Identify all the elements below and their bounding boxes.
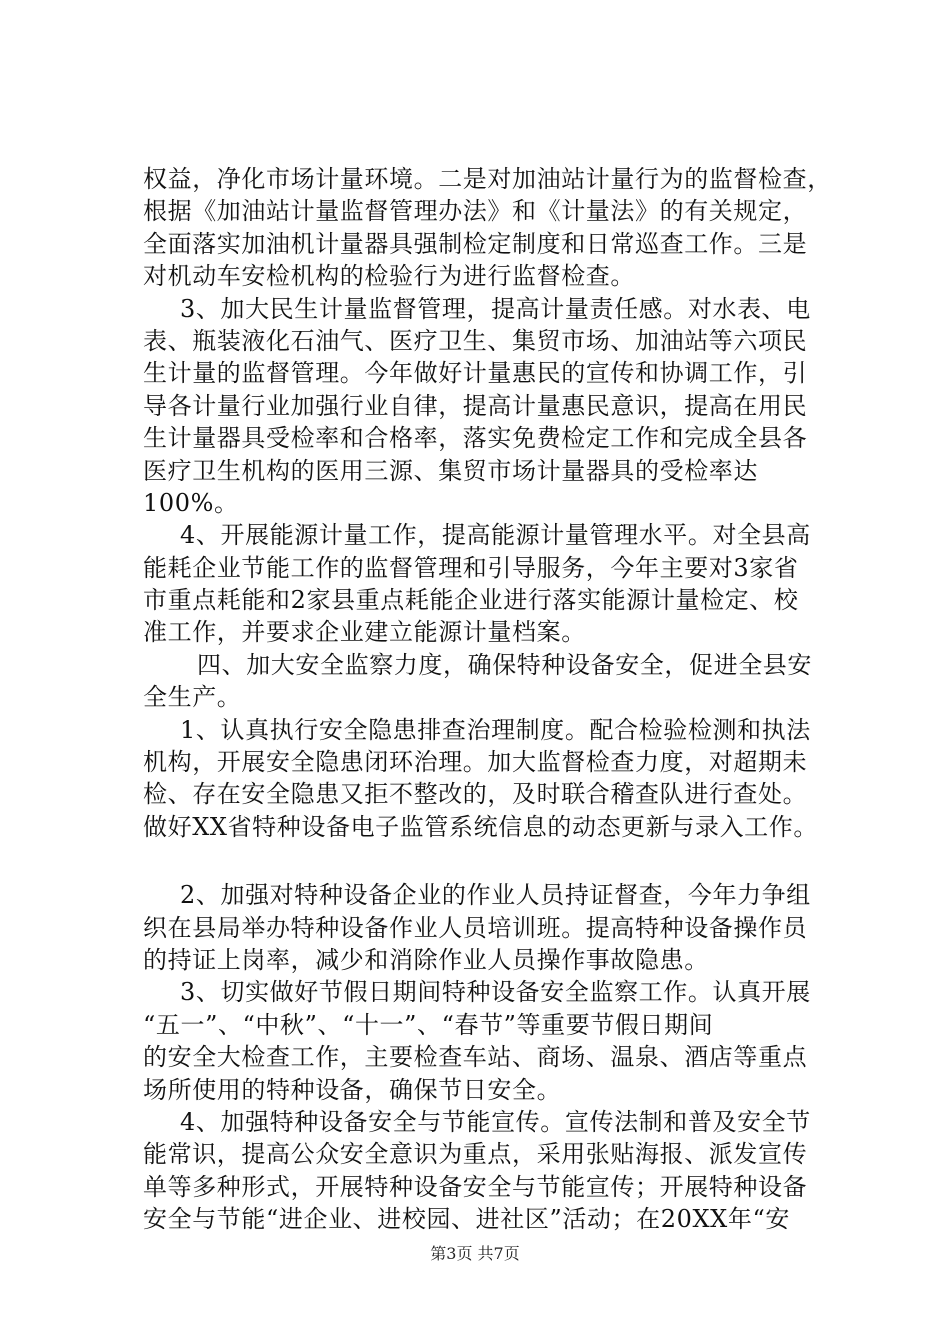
text-line: 全面落实加油机计量器具强制检定制度和日常巡查工作。三是 [143,229,808,258]
paragraph-start-line: 4、开展能源计量工作，提高能源计量管理水平。对全县高 [180,521,811,550]
paragraph-start-line: 4、加强特种设备安全与节能宣传。宣传法制和普及安全节 [180,1107,811,1136]
text-line: 场所使用的特种设备，确保节日安全。 [143,1075,562,1104]
page-number-label: 第3页 共7页 [430,1244,520,1263]
text-line: 能耗企业节能工作的监督管理和引导服务，今年主要对3家省 [143,553,799,582]
paragraph-start-line: 2、加强对特种设备企业的作业人员持证督查，今年力争组 [180,881,811,910]
text-line: 机构，开展安全隐患闭环治理。加大监督检查力度，对超期未 [143,748,808,777]
text-line: 权益，净化市场计量环境。二是对加油站计量行为的监督检查， [143,165,832,193]
text-line: 全生产。 [143,683,242,712]
text-line: 织在县局举办特种设备作业人员培训班。提高特种设备操作员 [143,913,808,942]
text-line: 表、瓶装液化石油气、医疗卫生、集贸市场、加油站等六项民 [143,326,808,355]
text-line: 的持证上岗率，减少和消除作业人员操作事故隐患。 [143,945,709,974]
paragraph-gap [143,843,833,879]
page-footer [0,1244,950,1264]
text-line: 市重点耗能和2家县重点耗能企业进行落实能源计量检定、校 [143,586,799,615]
text-line: 单等多种形式，开展特种设备安全与节能宣传；开展特种设备 [143,1172,808,1201]
text-line: 生计量的监督管理。今年做好计量惠民的宣传和协调工作，引 [143,359,808,388]
text-line: 生计量器具受检率和合格率，落实免费检定工作和完成全县各 [143,424,808,453]
text-line: 能常识，提高公众安全意识为重点，采用张贴海报、派发宣传 [143,1140,808,1169]
text-line: 做好XX省特种设备电子监管系统信息的动态更新与录入工作。 [143,812,818,841]
paragraph-start-line: 1、认真执行安全隐患排查治理制度。配合检验检测和执法 [180,715,811,744]
text-line: 100%。 [143,488,239,517]
text-line: “五一”、“中秋”、“十一”、“春节”等重要节假日期间 [143,1010,714,1039]
text-line: 根据《加油站计量监督管理办法》和《计量法》的有关规定， [143,197,808,226]
text-line: 准工作，并要求企业建立能源计量档案。 [143,618,586,647]
text-line: 导各计量行业加强行业自律，提高计量惠民意识，提高在用民 [143,391,808,420]
text-line: 对机动车安检机构的检验行为进行监督检查。 [143,262,635,291]
text-line: 安全与节能“进企业、进校园、进社区”活动；在20XX年“安 [143,1205,790,1234]
text-line: 的安全大检查工作，主要检查车站、商场、温泉、酒店等重点 [143,1043,808,1072]
text-line: 检、存在安全隐患又拒不整改的，及时联合稽查队进行查处。 [143,780,808,809]
body-text [143,163,833,1236]
paragraph-start-line: 3、加大民生计量监督管理，提高计量责任感。对水表、电 [180,294,811,323]
section-heading-line: 四、加大安全监察力度，确保特种设备安全，促进全县安 [197,650,812,679]
paragraph-start-line: 3、切实做好节假日期间特种设备安全监察工作。认真开展 [180,978,811,1007]
text-line: 医疗卫生机构的医用三源、集贸市场计量器具的受检率达 [143,456,758,485]
